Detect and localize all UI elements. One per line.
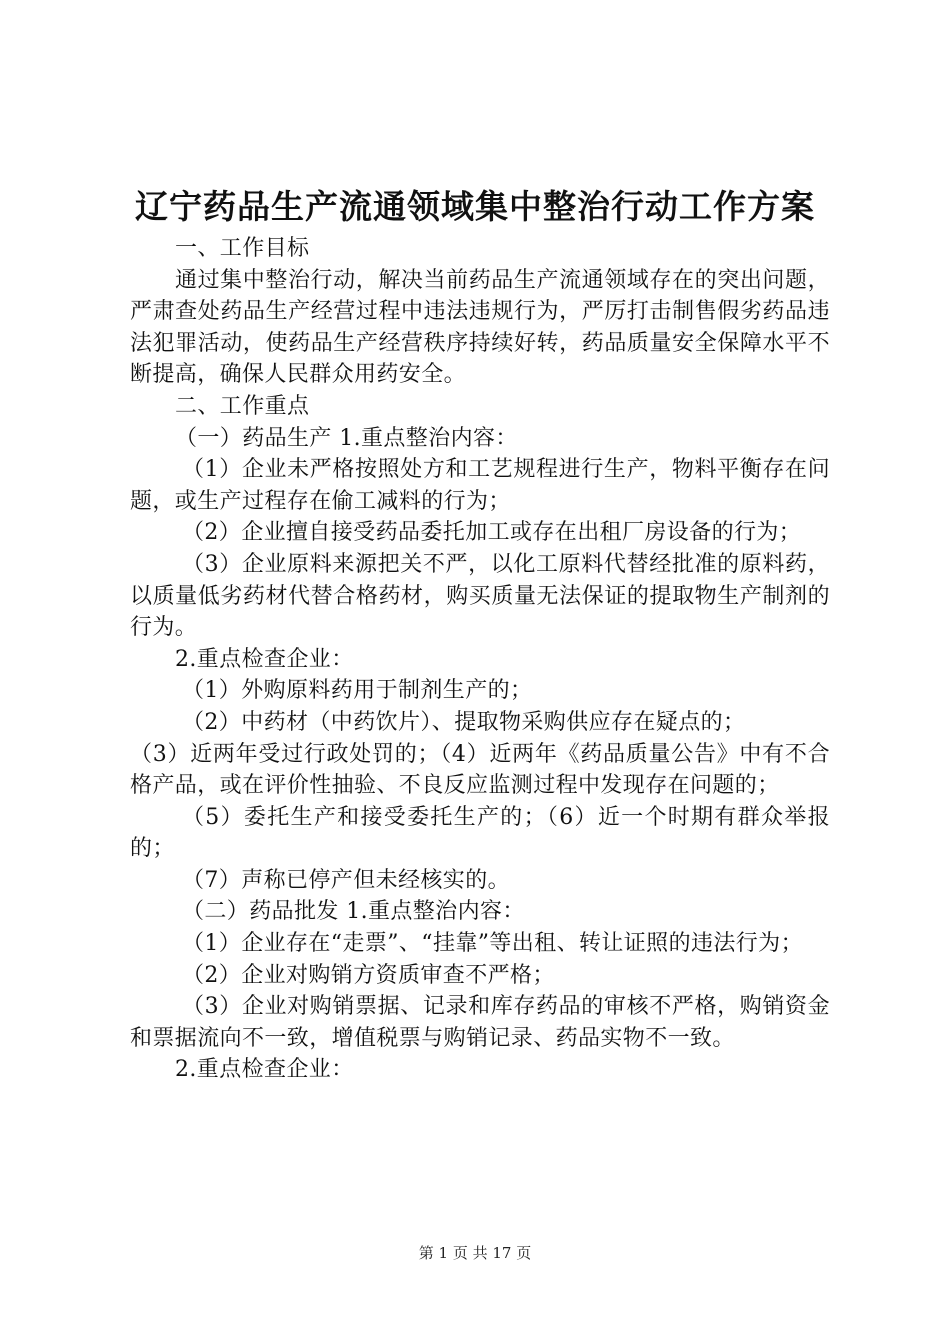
list-item: （1）企业存在“走票”、“挂靠”等出租、转让证照的违法行为； [182,931,803,957]
list-item: （1）企业未严格按照处方和工艺规程进行生产，物料平衡存在问题，或生产过程存在偷工减料的行为； [130,457,830,514]
list-item: （2）企业对购销方资质审查不严格； [182,962,555,988]
page-number-footer: 第 1 页 共 17 页 [418,1244,532,1262]
list-item: （3）近两年受过行政处罚的；（4）近两年《药品质量公告》中有不合格产品，或在评价性抽验、不良反应监测过程中发现存在问题的； [130,741,830,799]
subsection-heading: （二）药品批发 1.重点整治内容： [182,899,525,925]
list-item: （3）企业原料来源把关不严，以化工原料代替经批准的原料药，以质量低劣药材代替合格药材，购买质量无法保证的提取物生产制剂的行为。 [130,551,830,641]
subsection-heading: （一）药品生产 1.重点整治内容： [175,425,518,451]
list-item: （2）中药材（中药饮片）、提取物采购供应存在疑点的； [182,709,746,735]
paragraph: 通过集中整治行动，解决当前药品生产流通领域存在的突出问题，严肃查处药品生产经营过程中违法违规行为，严厉打击制售假劣药品违法犯罪活动，使药品生产经营秩序持续好转，药品质量安全保障水平不断提高，确保人民群众用药安全。 [130,267,830,388]
section-heading: 一、工作目标 [175,236,310,261]
document-title: 辽宁药品生产流通领域集中整治行动工作方案 [135,187,815,226]
list-item: （1）外购原料药用于制剂生产的； [182,678,533,704]
subsection-heading: 2.重点检查企业： [175,646,354,672]
list-item: （7）声称已停产但未经核实的。 [182,867,510,893]
section-heading: 二、工作重点 [175,393,310,419]
subsection-heading: 2.重点检查企业： [175,1057,354,1083]
document-body [130,233,830,1086]
list-item: （2）企业擅自接受药品委托加工或存在出租厂房设备的行为； [182,520,802,546]
list-item: （3）企业对购销票据、记录和库存药品的审核不严格，购销资金和票据流向不一致，增值税票与购销记录、药品实物不一致。 [130,994,830,1051]
list-item: （5）委托生产和接受委托生产的；（6）近一个时期有群众举报的； [130,804,830,862]
